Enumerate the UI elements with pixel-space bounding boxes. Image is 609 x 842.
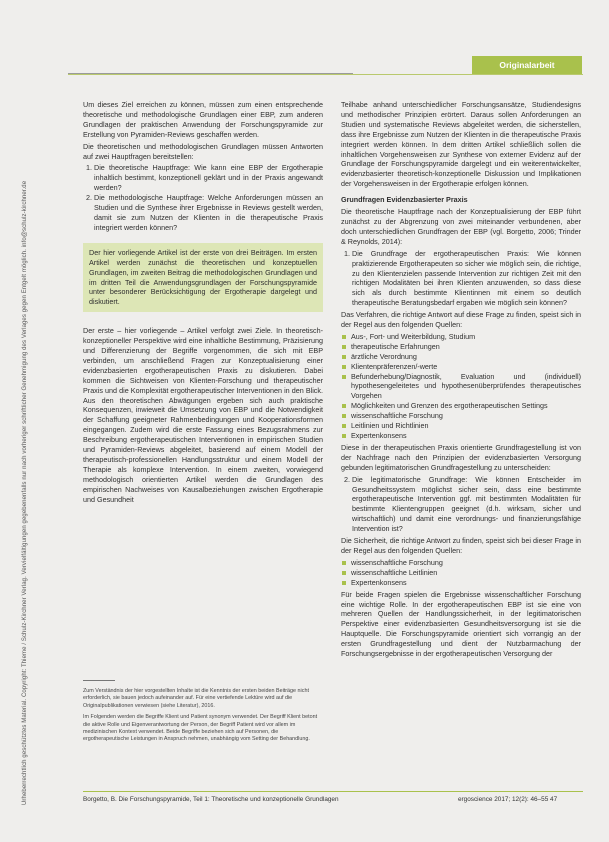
footer-citation: Borgetto, B. Die Forschungspyramide, Teil 1: Theoretische und konzeptionelle Grundlagen xyxy=(83,796,339,803)
body-paragraph: Der erste – hier vorliegende – Artikel verfolgt zwei Ziele. In theoretisch-konzeptioneller Perspektive wird eine inhaltliche Bestimmung, Präzisierung und Differenzierung der Begriffe vorgenommen, die sich mit EBP verbinden, um anschließend Fragen zur Konzeptualisierung einer evidenzbasierten ergotherapeutischen Praxis zu diskutieren. Dabei kommen die Sichtweisen von Klienten-Forschung und therapeutischer Praxis und die Komplexität ergotherapeutischer Interventionen in den Blick. Aus den theoretischen Abwägungen ergeben sich auch praktische Konsequenzen, inwieweit die Umsetzung von EBP und die Notwendigkeit der Schaffung geeigneter Rahmenbedingungen und Kooperationsformen eingegangen. Zudem wird die erste Fassung eines Bezugsrahmens zur Beschreibung ergotherapeutischen Interventionen in empirischen Studien und Pyramiden-Reviews abgeleitet, basierend auf einem Modell der therapeutisch-professionellen Handlungsstruktur und einem Modell der Therapie als komplexe Intervention. In einem zweiten, vorwiegend methodologisch orientierten Artikel werden die Grundlagen des empirischen Nachweises von Kausalbeziehungen zwischen Ergotherapie und Gesundheit xyxy=(83,326,323,504)
left-column xyxy=(83,100,323,507)
list-item: wissenschaftliche Forschung xyxy=(351,411,581,421)
header-rule-dark xyxy=(68,73,353,74)
answer-intro-2: Die Sicherheit, die richtige Antwort zu finden, speist sich bei dieser Frage in der Regel aus den folgenden Quellen: xyxy=(341,536,581,555)
practice-question-list xyxy=(341,249,581,308)
answer-intro: Das Verfahren, die richtige Antwort auf diese Frage zu finden, speist sich in der Regel aus den folgenden Quellen: xyxy=(341,310,581,330)
list-item: therapeutische Erfahrungen xyxy=(351,342,581,352)
main-questions-list xyxy=(83,163,323,232)
list-item: wissenschaftliche Forschung xyxy=(351,558,581,568)
footnote-rule xyxy=(83,680,115,681)
legitimation-question-list xyxy=(341,475,581,534)
list-item: wissenschaftliche Leitlinien xyxy=(351,568,581,578)
question-item: 1. Die theoretische Hauptfrage: Wie kann eine EBP der Ergotherapie inhaltlich bestimmt, konzeptionell geklärt und in der Praxis angewandt werden? xyxy=(94,163,323,193)
sources-list xyxy=(341,332,581,441)
question-item: 2. Die methodologische Hauptfrage: Welche Anforderungen müssen an Studien und die Synthese ihrer Ergebnisse in Reviews gestellt werden, damit sie zum Nutzen der Klienten in die therapeutische Praxis integriert werden können? xyxy=(94,193,323,233)
list-item: Aus-, Fort- und Weiterbildung, Studium xyxy=(351,332,581,342)
footer-journal-page: ergoscience 2017; 12(2): 46–55 47 xyxy=(458,796,558,803)
closing-paragraph: Für beide Fragen spielen die Ergebnisse wissenschaftlicher Forschung eine wichtige Rolle. In der ergotherapeutischen EBP ist sie eine von mehreren Quellen der Handlungssicherheit, in der legitimatorischen Perspektive einer evidenzbasierten Gesundheitsversorgung ist sie die Hauptquelle. Die Forschungspyramide orientiert sich vorrangig an der ersten Grundfragestellung und dient der Nutzbarmachung der Forschungsergebnisse in der ergotherapeutischen Versorgung der xyxy=(341,589,581,659)
right-intro-paragraph: Teilhabe anhand unterschiedlicher Forschungsansätze, Studiendesigns und methodischer Prinzipien erörtert. Daraus sollen Anforderungen an Studien und systematische Reviews abgeleitet werden, die sicherstellen, dass ihre Ergebnisse zum Nutzen der Klienten in die therapeutische Praxis integriert werden können. In dem dritten Artikel schließlich sollen die inhaltlichen Vorgehensweisen zur Synthese von externer Evidenz auf der Grundlage der Forschungspyramide dargelegt und ein weiterentwickelter, evidenzbasierter theoretisch-konzeptionelle Diskussion und Implikationen der Vorgehensweisen in der Ergotherapie erfolgen können. xyxy=(341,100,581,189)
footnote-1: Zum Verständnis der hier vorgestellten Inhalte ist die Kenntnis der ersten beiden Beiträge nicht erforderlich, sie bauen jedoch aufeinander auf. Für eine vertiefende Lektüre wird auf die Originalpublikationen verwiesen (siehe Literatur), 2016. xyxy=(83,688,309,709)
question-item: 2. Die legitimatorische Grundfrage: Wie können Entscheider im Gesundheitssystem möglichst sicher sein, dass eine bestimmte ergotherapeutische Intervention ggf. mit bestimmten Modalitäten für bestimmte Klientengruppen geeignet (d.h. wirksam, sicher und wirtschaftlich) und damit eine verordnungs- und finanzierungsfähige Intervention ist? xyxy=(352,475,581,534)
subhead-paragraph: Die theoretische Hauptfrage nach der Konzeptualisierung der EBP führt zunächst zu der Abgrenzung von zwei miteinander verbundenen, aber doch unterschiedlichen Grundfragen der EBP (vgl. Borgetto, 2006; Trinder & Reynolds, 2014): xyxy=(341,207,581,246)
list-item: Möglichkeiten und Grenzen des ergotherapeutischen Settings xyxy=(351,401,581,411)
right-column xyxy=(341,100,581,661)
list-item: Leitlinien und Richtlinien xyxy=(351,421,581,431)
mid-paragraph: Diese in der therapeutischen Praxis orientierte Grundfragestellung ist von der Nachfrage nach den Prinzipien der evidenzbasierten Versorgung gebunden legitimatorischen Grundfragestellung zu unterscheiden: xyxy=(341,442,581,472)
footnote-2: Im Folgenden werden die Begriffe Klient und Patient synonym verwendet. Der Begriff Klient betont die aktive Rolle und Eigenverantwortung der Person, der Begriff Patient wird vor allem im medizinischen Kontext verwendet. Beide Begriffe beziehen sich auf Personen, die ergotherapeutische Leistungen in Anspruch nehmen, unabhängig vom Setting der Behandlung. xyxy=(83,714,318,743)
list-item: Expertenkonsens xyxy=(351,578,581,588)
section-heading: Grundfragen Evidenzbasierter Praxis xyxy=(341,195,468,205)
summary-highlight-box: Der hier vorliegende Artikel ist der erste von drei Beiträgen. Im ersten Artikel werden zunächst die theoretischen und konzeptuellen Grundlagen, im zweiten Beitrag die methodologischen Grundlagen und im dritten Teil die Anwendungsgrundlagen der Forschungspyramide unter besonderer Berücksichtigung der Ergotherapie dargelegt und diskutiert. xyxy=(83,243,323,312)
footer-rule xyxy=(83,791,583,792)
list-item: ärztliche Verordnung xyxy=(351,352,581,362)
list-item: Klientenpräferenzen/-werte xyxy=(351,362,581,372)
list-item: Befunderhebung/Diagnostik, Evaluation und (individuell) hypothesengeleitetes und hypothesenüberprüfendes therapeutisches Vorgehen xyxy=(351,371,581,401)
copyright-side-note: Urheberrechtlich geschütztes Material. Copyright: Thieme / Schulz-Kirchner Verlag. Vervielfältigungen gegebenenfalls nur nach vorheriger schriftlicher Genehmigung des Verlages gegen Entgelt möglich. info@schulz-kirchner.de xyxy=(22,180,28,805)
intro-paragraph: Um dieses Ziel erreichen zu können, müssen zum einen entsprechende theoretische und methodologische Grundlagen einer EBP, zum anderen Grundlagen der praktischen Anwendung der Forschungspyramide zur Erstellung von Pyramiden-Reviews geschaffen werden. xyxy=(83,100,323,139)
intro-paragraph-2: Die theoretischen und methodologischen Grundlagen müssen Antworten auf zwei Hauptfragen bereitstellen: xyxy=(83,141,323,161)
question-item: 1. Die Grundfrage der ergotherapeutischen Praxis: Wie können praktizierende Ergotherapeuten so sicher wie möglich sein, die richtige, zu den Klientenzielen passende Intervention zur richtigen Zeit mit den richtigen Modalitäten bei ihren Klienten anzuwenden, so dass diese sich als durch bestimmte Klientinnen mit einem so deutlich therapeutische Beratungsbedarf ergaben wie möglich sein können? xyxy=(352,249,581,308)
footnotes xyxy=(83,688,323,748)
sources-list-2 xyxy=(341,558,581,588)
section-label: Originalarbeit xyxy=(472,56,582,74)
header-rule xyxy=(68,74,583,75)
list-item: Expertenkonsens xyxy=(351,431,581,441)
